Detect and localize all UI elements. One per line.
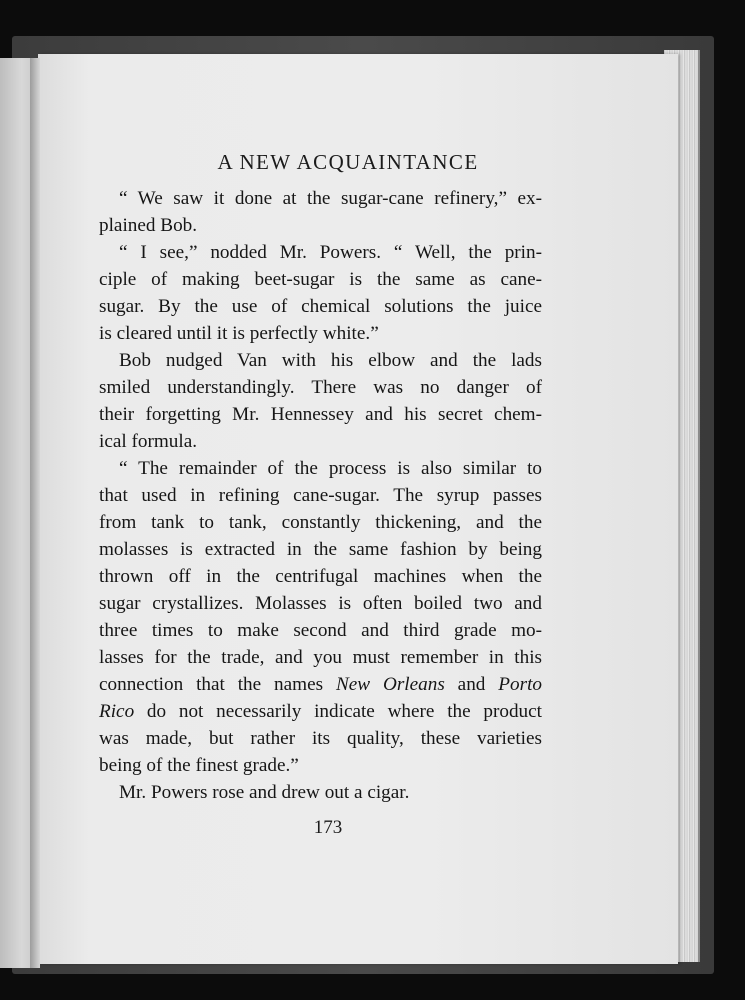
text-line: sugar crystallizes. Molasses is often boiled two and	[99, 593, 542, 614]
text-line: their forgetting Mr. Hennessey and his secret chem-	[99, 404, 542, 425]
paragraph-1	[99, 185, 542, 239]
gutter-shadow	[30, 58, 40, 968]
text-line: thrown off in the centrifugal machines when the	[99, 566, 542, 587]
text-line: “ We saw it done at the sugar-cane refinery,” ex-	[119, 188, 542, 209]
italic-place-name: New Orleans	[335, 674, 445, 695]
paragraph-3	[99, 347, 542, 455]
text-line: ical formula.	[99, 431, 198, 452]
italic-place-name: Porto	[498, 674, 542, 695]
text-line: was made, but rather its quality, these varieties	[99, 728, 542, 749]
text-line: smiled understandingly. There was no danger of	[99, 377, 542, 398]
paragraph-2	[99, 239, 542, 347]
text-line: molasses is extracted in the same fashion by being	[99, 539, 542, 560]
text-line: plained Bob.	[99, 215, 198, 236]
text-line: from tank to tank, constantly thickening, and the	[99, 512, 542, 533]
book-page	[38, 54, 678, 964]
paragraph-5	[99, 779, 542, 806]
text-line: Mr. Powers rose and drew out a cigar.	[119, 782, 410, 803]
text-line: lasses for the trade, and you must remember in this	[99, 647, 542, 668]
text-line: sugar. By the use of chemical solutions the juice	[99, 296, 542, 317]
text-line-with-italics	[99, 671, 542, 698]
text-line: “ I see,” nodded Mr. Powers. “ Well, the prin-	[119, 242, 542, 263]
text-line: being of the finest grade.”	[99, 755, 299, 776]
text-line-with-italics	[99, 698, 542, 725]
text-segment: and	[444, 674, 499, 695]
text-segment: connection that the names	[99, 674, 336, 695]
text-line: Bob nudged Van with his elbow and the lads	[119, 350, 542, 371]
text-line: is cleared until it is perfectly white.”	[99, 323, 379, 344]
text-segment: do not necessarily indicate where the product	[134, 701, 542, 722]
text-line: “ The remainder of the process is also similar to	[119, 458, 542, 479]
text-line: ciple of making beet-sugar is the same as cane-	[99, 269, 542, 290]
text-line: that used in refining cane-sugar. The syrup passes	[99, 485, 542, 506]
page-text	[99, 185, 542, 806]
page-number: 173	[313, 817, 343, 838]
paragraph-4	[99, 455, 542, 779]
text-line: three times to make second and third grade mo-	[99, 620, 542, 641]
running-head: A NEW ACQUAINTANCE	[217, 150, 479, 174]
italic-place-name: Rico	[99, 701, 135, 722]
